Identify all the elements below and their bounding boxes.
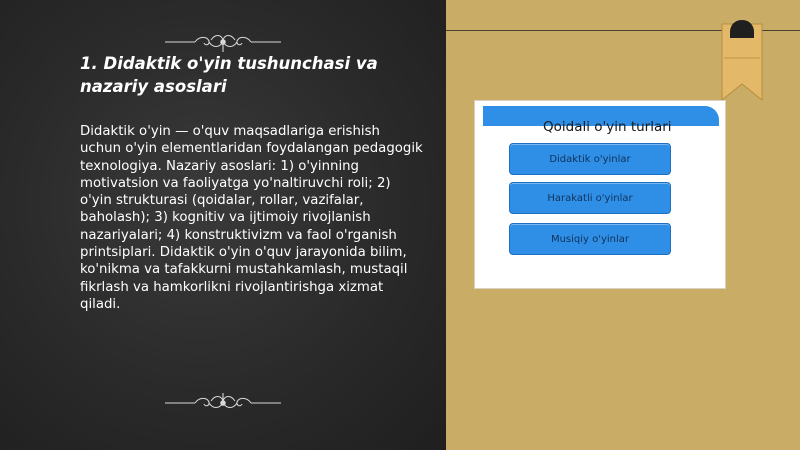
music-games-button[interactable]: Musiqiy o'yinlar [509, 223, 671, 255]
didactic-games-button[interactable]: Didaktik o'yinlar [509, 143, 671, 175]
card-title: Qoidali o'yin turlari [543, 119, 672, 135]
slide-body-text: Didaktik o'yin — o'quv maqsadlariga erishish uchun o'yin elementlaridan foydalangan pedagogik texnologiya. Nazariy asoslari: 1) o'yinning motivatsion va faoliyatga yo'naltiruvchi roli; 2) o'yin strukturasi (qoidalar, rollar, vazifalar, baholash); 3) kognitiv va ijtimoiy rivojlanish nazariyalari; 4) konstruktivizm va faol o'rganish printsiplari. Didaktik o'yin o'quv jarayonida bilim, ko'nikma va tafakkurni mustahkamlash, mustaqil fikrlash va hamkorlikni rivojlantirishga xizmat qiladi. [80, 124, 423, 312]
ornament-divider-icon [165, 30, 281, 54]
game-types-diagram [474, 100, 726, 289]
movement-games-button[interactable]: Harakatli o'yinlar [509, 182, 671, 214]
slide-title: 1. Didaktik o'yin tushunchasi va nazariy asoslari [80, 54, 378, 96]
ornament-divider-icon [165, 391, 281, 415]
bookmark-ribbon-icon [720, 18, 764, 102]
